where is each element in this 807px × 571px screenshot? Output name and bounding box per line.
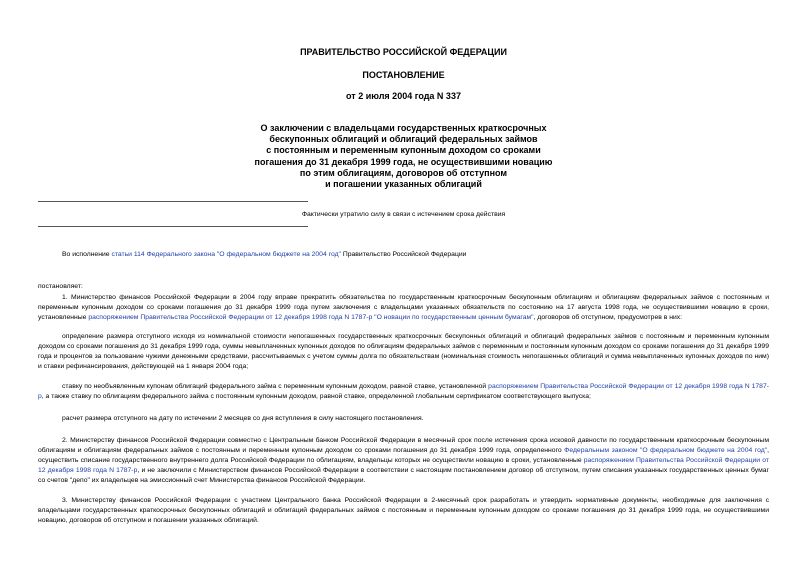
paragraph-1-text: 1. Министерство финансов Российской Федерации в 2004 году вправе прекратить обязательства по государственным краткосрочным бескупонным облигациям и облигациям федеральных займов с постоянным и переменным купонным доходом со сроками погашения до 31 декабря 1999 года путем заключения с владельцами указанных обязательств по состоянию на 17 августа 1998 года, не осуществившими новацию в сроки, установленные [38, 294, 769, 321]
paragraph-2-text: 2. Министерству финансов Российской Федерации совместно с Центральным банком Российской Федерации в месячный срок после истечения срока исковой давности по государственным краткосрочным бескупонным облигациям и облигациям федеральных займов с постоянным и переменным купонным доходом со сроками погашения до 31 декабря 1999 года, определенного [38, 437, 769, 454]
status-note: Фактически утратило силу в связи с истечением срока действия [301, 211, 506, 218]
resolves-label: постановляет: [38, 283, 83, 290]
paragraph-3: 3. Министерству финансов Российской Федерации с участием Центрального банка Российской Федерации в 2-месячный срок разработать и утвердить нормативные документы, необходимые для заключения с владельцами государственных краткосрочных бескупонных облигаций и облигаций федеральных займов с постоянным и переменным купонным доходом со сроками погашения до 31 декабря 1999 года, не осуществившими новацию, договоров об отступном и погашении указанных облигаций. [38, 497, 769, 524]
paragraph-1-item-2 [38, 382, 769, 402]
title-line: О заключении с владельцами государственных краткосрочных [260, 123, 547, 133]
document-date-number: от 2 июля 2004 года N 337 [346, 91, 461, 101]
decree-1787-link-2[interactable]: распоряжением Правительства Российской Федерации от 12 декабря 1998 года N 1787-р [38, 383, 769, 400]
divider-bottom [38, 226, 308, 227]
paragraph-2 [38, 436, 769, 486]
title-line: по этим облигациям, договоров об отступном [299, 167, 508, 178]
intro-text: Во исполнение [62, 251, 112, 258]
title-line: погашения до 31 декабря 1999 года, не осуществившими новацию [254, 156, 553, 167]
intro-text-end: Правительство Российской Федерации [340, 251, 467, 258]
title-line: с постоянным и переменным купонным доходом со сроками [266, 145, 541, 156]
budget-law-link[interactable]: Федеральным законом "О федеральном бюджете на 2004 год" [564, 447, 768, 454]
paragraph-2-text-end: , и не заключили с Министерством финансов Российской Федерации в соответствии с настоящим постановлением договор об отступном, путем списания указанных государственных ценных бумаг со счетов "депо" их владельцев на эмиссионный счет Министерства финансов Российской Федерации. [38, 467, 770, 484]
paragraph-1 [38, 293, 769, 323]
divider-top [38, 201, 308, 202]
item-2-text: ставку по необъявленным купонам облигаций федерального займа с переменным купонным доходом, равной ставке, установленной [62, 383, 489, 390]
intro-law-link[interactable]: статьи 114 Федерального закона "О федеральном бюджете на 2004 год" [111, 251, 341, 258]
paragraph-2-text-mid: , осуществить списание государственного внутреннего долга Российской Федерации по облигациям, владельцы которых не осуществили новацию в сроки, установленные [38, 447, 769, 464]
paragraph-1-text-end: , договоров об отступном, предусмотрев в них: [533, 314, 683, 321]
issuing-authority: ПРАВИТЕЛЬСТВО РОССИЙСКОЙ ФЕДЕРАЦИИ [300, 47, 507, 57]
decree-1787-link-3[interactable]: распоряжением Правительства Российской Федерации от 12 декабря 1998 года N 1787-р [38, 457, 769, 474]
decree-1787-link[interactable]: распоряжением Правительства Российской Федерации от 12 декабря 1998 года N 1787-р "О новации по государственным ценным бумагам" [88, 314, 534, 321]
intro-paragraph [62, 250, 762, 260]
paragraph-1-item-1: определение размера отступного исходя из номинальной стоимости непогашенных государственных краткосрочных бескупонных облигаций и облигаций федеральных займов с постоянным и переменным купонным доходом со сроками погашения до 31 декабря 1999 года, суммы невыплаченных купонных доходов по облигациям федеральных займов с переменным и постоянным купонным доходом со сроками погашения до 31 декабря 1999 года и процентов за пользование чужими денежными средствами, рассчитываемых с учетом суммы долга по обязательствам (номинальная стоимость непогашенных облигаций и сумма невыплаченных купонных доходов по ним) и ставки рефинансирования, действующей на 1 января 2004 года; [38, 333, 769, 370]
title-line: бескупонных облигаций и облигаций федеральных займов [269, 134, 538, 145]
paragraph-1-item-3: расчет размера отступного на дату по истечении 2 месяцев со дня вступления в силу настоящего постановления. [62, 415, 424, 422]
title-line: и погашении указанных облигаций [325, 179, 482, 190]
document-title [0, 123, 807, 190]
item-2-text-end: , а также ставку по облигациям федерального займа с постоянным купонным доходом, равной ставке, определенной глобальным сертификатом соответствующего выпуска; [41, 393, 591, 400]
document-type: ПОСТАНОВЛЕНИЕ [362, 70, 445, 80]
